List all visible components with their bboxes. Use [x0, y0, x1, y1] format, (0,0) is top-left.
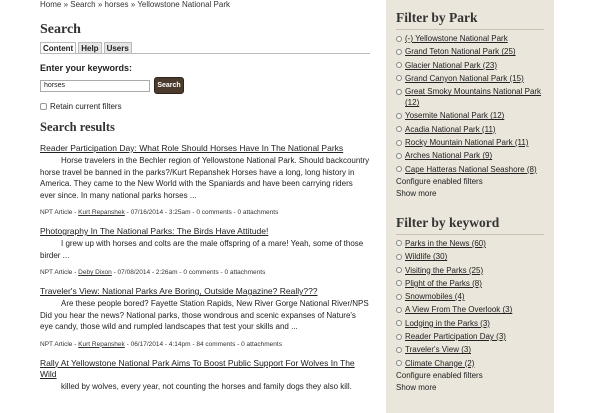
main-content — [40, 0, 370, 413]
facet-label[interactable]: Traveler's View (3) — [405, 345, 471, 355]
facet-bullet-icon — [396, 62, 402, 68]
filter-keyword-heading: Filter by keyword — [396, 215, 544, 235]
breadcrumb-separator: » — [97, 0, 103, 9]
facet-item[interactable] — [396, 124, 544, 135]
facet-bullet-icon — [396, 240, 402, 246]
facet-label[interactable]: Lodging in the Parks (3) — [405, 318, 490, 328]
facet-label[interactable]: Plight of the Parks (8) — [405, 278, 482, 288]
facet-label[interactable]: (-) Yellowstone National Park — [405, 34, 508, 43]
search-input[interactable] — [40, 80, 150, 92]
facet-item[interactable] — [396, 150, 544, 161]
facet-item[interactable] — [396, 291, 544, 302]
facet-label[interactable]: Rocky Mountain National Park (11) — [405, 138, 529, 148]
show-more-link[interactable]: Show more — [396, 188, 437, 198]
breadcrumb-current: Yellowstone National Park — [137, 0, 230, 9]
result-details: - 07/08/2014 - 2:26am - 0 comments - 0 attachments — [111, 269, 266, 276]
facet-bullet-icon — [396, 89, 402, 95]
facet-item[interactable] — [396, 60, 544, 71]
breadcrumb-horses[interactable]: horses — [104, 0, 129, 9]
facet-item[interactable] — [396, 331, 544, 342]
sidebar-filters — [386, 0, 554, 413]
facet-item[interactable] — [396, 358, 544, 369]
filter-keyword-list — [396, 238, 544, 369]
search-tabs — [40, 42, 370, 54]
breadcrumb-separator: » — [63, 0, 69, 9]
facet-item[interactable] — [396, 86, 544, 108]
result-details: - 07/16/2014 - 3:25am - 0 comments - 0 attachments — [124, 209, 279, 216]
facet-item[interactable] — [396, 251, 544, 262]
facet-bullet-icon — [396, 280, 402, 286]
result-meta — [40, 268, 370, 277]
facet-item[interactable] — [396, 238, 544, 249]
facet-label[interactable]: Visiting the Parks (25) — [405, 265, 484, 275]
facet-label[interactable]: Climate Change (2) — [405, 358, 475, 368]
result-title-link[interactable]: Photography In The National Parks: The Birds Have Attitude! — [40, 226, 269, 236]
retain-filters-checkbox[interactable] — [40, 103, 47, 110]
facet-bullet-icon — [396, 334, 402, 340]
facet-bullet-icon — [396, 360, 402, 366]
facet-item[interactable] — [396, 304, 544, 315]
facet-label[interactable]: A View From The Overlook (3) — [405, 305, 513, 315]
configure-filters-link[interactable]: Configure enabled filters — [396, 370, 483, 380]
facet-bullet-icon — [396, 75, 402, 81]
facet-label[interactable]: Arches National Park (9) — [405, 151, 493, 161]
result-type: NPT Article - — [40, 269, 79, 276]
facet-label[interactable]: Yosemite National Park (12) — [405, 111, 505, 121]
facet-label[interactable]: Grand Canyon National Park (15) — [405, 73, 524, 83]
facet-item[interactable] — [396, 344, 544, 355]
search-result — [40, 358, 370, 393]
facet-bullet-icon — [396, 166, 402, 172]
facet-bullet-icon — [396, 320, 402, 326]
facet-item[interactable] — [396, 46, 544, 57]
facet-bullet-icon — [396, 267, 402, 273]
breadcrumb-separator: » — [130, 0, 136, 9]
facet-label[interactable]: Snowmobiles (4) — [405, 292, 465, 302]
facet-item[interactable] — [396, 265, 544, 276]
result-meta — [40, 208, 370, 217]
result-author-link[interactable]: Kurt Repanshek — [78, 209, 125, 216]
retain-filters-label[interactable]: Retain current filters — [50, 102, 122, 111]
show-more-link[interactable]: Show more — [396, 382, 437, 392]
facet-label[interactable]: Cape Hatteras National Seashore (8) — [405, 164, 537, 174]
facet-item[interactable] — [396, 164, 544, 175]
breadcrumb — [40, 0, 370, 10]
facet-bullet-icon — [396, 294, 402, 300]
facet-bullet-icon — [396, 49, 402, 55]
result-meta — [40, 340, 370, 349]
facet-label[interactable]: Acadia National Park (11) — [405, 124, 496, 134]
facet-label[interactable]: Wildlife (30) — [405, 252, 448, 262]
search-button[interactable]: Search — [154, 77, 184, 94]
facet-bullet-icon — [396, 126, 402, 132]
result-title-link[interactable]: Traveler's View: National Parks Are Boring, Outside Magazine? Really??? — [40, 286, 318, 296]
facet-item[interactable] — [396, 110, 544, 121]
configure-filters-link[interactable]: Configure enabled filters — [396, 176, 483, 186]
facet-item[interactable] — [396, 137, 544, 148]
facet-label[interactable]: Glacier National Park (23) — [405, 60, 498, 70]
facet-bullet-icon — [396, 153, 402, 159]
results-heading: Search results — [40, 120, 115, 134]
search-row — [40, 77, 370, 94]
breadcrumb-home[interactable]: Home — [40, 0, 62, 9]
facet-bullet-icon — [396, 254, 402, 260]
result-type: NPT Article - — [40, 209, 79, 216]
retain-filters-row — [40, 102, 370, 111]
search-result — [40, 226, 370, 277]
tab-content[interactable]: Content — [40, 42, 76, 53]
facet-item[interactable] — [396, 73, 544, 84]
facet-bullet-icon — [396, 307, 402, 313]
result-title-link[interactable]: Reader Participation Day: What Role Should Horses Have In The National Parks — [40, 143, 344, 153]
facet-bullet-icon — [396, 140, 402, 146]
facet-item[interactable] — [396, 278, 544, 289]
filter-park-heading: Filter by Park — [396, 10, 544, 30]
filter-park-list — [396, 33, 544, 175]
result-author-link[interactable]: Kurt Repanshek — [78, 340, 125, 348]
tab-users[interactable]: Users — [104, 42, 132, 53]
page-title: Search — [40, 22, 81, 37]
result-snippet: Horse travelers in the Bechler region of Yellowstone National Park. Should backcountry horse travel be banned in the parks?/Kurt Repanshek Horses have a long, long history in America. They came to the New World with the Spaniards and have been carrying riders ever since. In many national parks horses ... — [40, 156, 370, 200]
facet-label[interactable]: Reader Participation Day (3) — [405, 332, 506, 342]
facet-item[interactable] — [396, 33, 544, 44]
facet-item[interactable] — [396, 318, 544, 329]
facet-label[interactable]: Grand Teton National Park (25) — [405, 47, 516, 57]
facet-bullet-icon — [396, 113, 402, 119]
tab-help[interactable]: Help — [78, 42, 101, 53]
result-title-link[interactable]: Rally At Yellowstone National Park Aims To Boost Public Support For Wolves In The Wild — [40, 357, 355, 379]
result-author-link[interactable]: Deby Dixon — [78, 269, 112, 276]
result-snippet: killed by wolves, every year, not counting the horses and family dogs they also kill. — [61, 381, 352, 391]
result-details: - 06/17/2014 - 4:14pm - 84 comments - 0 attachments — [124, 340, 282, 348]
facet-bullet-icon — [396, 347, 402, 353]
keywords-label: Enter your keywords: — [40, 63, 133, 73]
result-snippet: I grew up with horses and colts are the male offspring of a mare! Yeah, some of those birder ... — [40, 239, 364, 260]
facet-bullet-icon — [396, 36, 402, 42]
facet-label[interactable]: Great Smoky Mountains National Park (12) — [405, 87, 542, 108]
result-type: NPT Article - — [40, 340, 79, 348]
result-snippet: Are these people bored? Fayette Station Rapids, New River Gorge National River/NPS Did you hear the news? National parks, those wondrous and scenic expanses of Nature's eye candy, those wild and rumpled landscapes that test your skills and ... — [40, 299, 369, 331]
search-result — [40, 143, 370, 217]
search-result — [40, 286, 370, 349]
facet-label[interactable]: Parks in the News (60) — [405, 238, 486, 248]
breadcrumb-search[interactable]: Search — [70, 0, 96, 9]
